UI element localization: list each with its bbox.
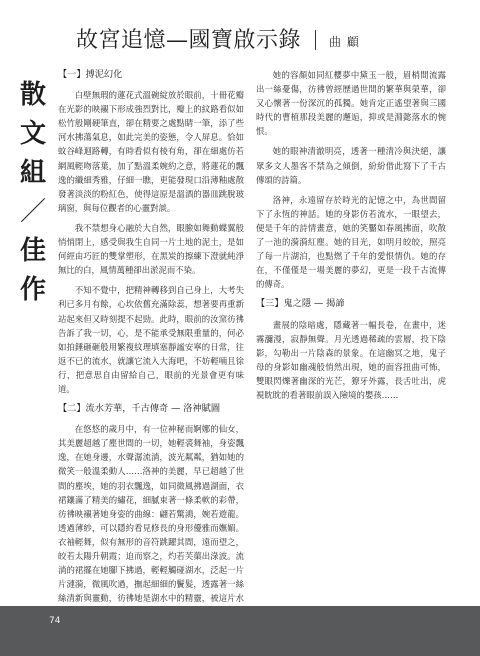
- paragraph: 在悠悠的歲月中，有一位神秘而婀娜的仙女，其美麗超越了塵世間的一切，她輕裘舞袖，身姿飄逸，在她身邊，水聲潺流淌，波光粼粼，猶如她的微笑一般溫柔動人……洛神的美麗，早已超越了世間的塵埃，她的羽衣飄逸，如同微風拂過湖面，衣裙鑲滿了精美的繡花，細膩束著一條柔軟的彩帶，彷彿映襯著她身姿的曲線：翩若驚鴻，婉若遊龍。透過薄紗，可以隱約看見修長的身形優雅而嫵媚。衣袖輕舞，似有無形的音符跳躍其間，遠而望之，皎若太陽升朝霞；迫而察之，灼若芙蕖出淥波。流淌的裙擺在她腳下拂過，輕輕觸碰湖水，泛起一片片漣漪，微風吹過，撫起細細的鬢髮，透露著一絲絲清新與靈動，彷彿她是湖水中的精靈，被這片水: [58, 424, 244, 604]
- paragraph: 不知不覺中，把精神轉移到自己身上，大考失利已多月有餘，心坎依舊充滿除蕊，想著要再重新站起來但又時刻提不起勁。此時，眼前的汝窯彷彿告訴了我一切，心，是不能承受無限重量的，何必如拍錘砸砸般用繁複紋理填塞靜謐安寧的日常，往返不已的流水，就讓它流入大海吧，不妨輕喃且徐行，把意思自由留給自己，眼前的光景會更有味道。: [58, 285, 244, 394]
- category-char: 文: [19, 119, 46, 149]
- right-column: [256, 68, 446, 408]
- category-char: ／: [19, 197, 46, 227]
- category-char: 作: [19, 275, 46, 305]
- section-heading: 【三】鬼之隱 — 揭諦: [256, 298, 345, 310]
- paragraph: 她的容顏如同紅櫻夢中黛玉一般，眉梢間流露出一絲憂傷，彷彿曾經歷過世間的繁華與榮華，卻又心懷著一份深沉的孤獨。她肯定正遙望著與三國時代的曹植那段美麗的邂逅，抑或是淵懿落水的惋恨。: [256, 70, 446, 137]
- paragraph: 洛神，永遠留存於時光的記憶之中，為世間留下了永恆的神話。她的身影仿若流水，一眼望去，便是千年的詩情畫意，她的笑靨如春風拂面，吹散了一池的漪漪紅塵。她的目光，如明月皎皎，照亮了每一片湖泊，也點燃了千年的愛恨情仇。她的存在，不僅僅是一場美麗的夢幻，更是一段千古流傳的傳奇。: [256, 194, 446, 290]
- page-title: [76, 27, 436, 55]
- section-heading: 【二】流水芳華，千古傳奇 — 洛神賦圖: [58, 403, 221, 415]
- paragraph: 畫展的陰暗處，隱藏著一幅長卷，在畫中，迷霧瀰漫，寂靜無聲。月光透過稀疏的雲層，投下陰影，勾勒出一片陰森的景象。在這幽冥之地，鬼子母的身影如幽魂般悄然出現，她的面容扭曲可怖，雙眼閃爍著幽深的光芒，獠牙外露，長舌吐出，虎視眈眈的看著眼前誤入險境的嬰孩……: [256, 319, 446, 400]
- category-char: 散: [19, 80, 46, 110]
- left-column: [58, 68, 244, 654]
- page-number: 74: [49, 616, 61, 626]
- footer-band: [0, 606, 480, 656]
- title-text: 故宮追憶—國寶啟示錄: [76, 28, 302, 53]
- category-char: 佳: [19, 236, 46, 266]
- author-tag: 曲 顧: [329, 35, 360, 49]
- paragraph: 白壁無瑕的蓮花式溫碗綻放於眼前，十冊花瓣在光影的映襯下形成強烈對比，瓣上的紋路看似如松竹般剛硬筆直，卻在精要之處點睛一筆，添了些河水拂蕩氣息，如此完美的姿態，令人屏息。恰如蚊谷峰迴路轉，有時看似有棱有角，卻在細處仿若網風輕吻落葉，加了點溫柔婉約之意，將蓮花的飄逸的纖細秀雅，仔細一瞧，更能發現口沿薄釉處散發著淡淡的粉紅色，使得這原是溫酒的器皿跳脫玻璃窗，與每位觀者的心靈對談。: [58, 90, 244, 213]
- paragraph: 我不禁想身心融於大自然，眼臉如舞動蝶翼般悄悄閉上，感受與我生自同一片土地的泥土，是如何經由巧匠的雙掌塑形，在黑炭的擦練下澄就純淨無比的白，風情萬種卻出淤泥而不染。: [58, 222, 244, 276]
- category-label: [16, 76, 50, 310]
- section-heading: 【一】搏泥幻化: [58, 69, 123, 80]
- paragraph: 她的眼神清澈明亮，透著一種清冷與決絕，讓眾多文人墨客不禁為之傾倒，紛紛借此寫下了千古傳頌的詩篇。: [256, 146, 446, 185]
- category-char: 組: [19, 158, 46, 188]
- title-divider: [315, 30, 316, 50]
